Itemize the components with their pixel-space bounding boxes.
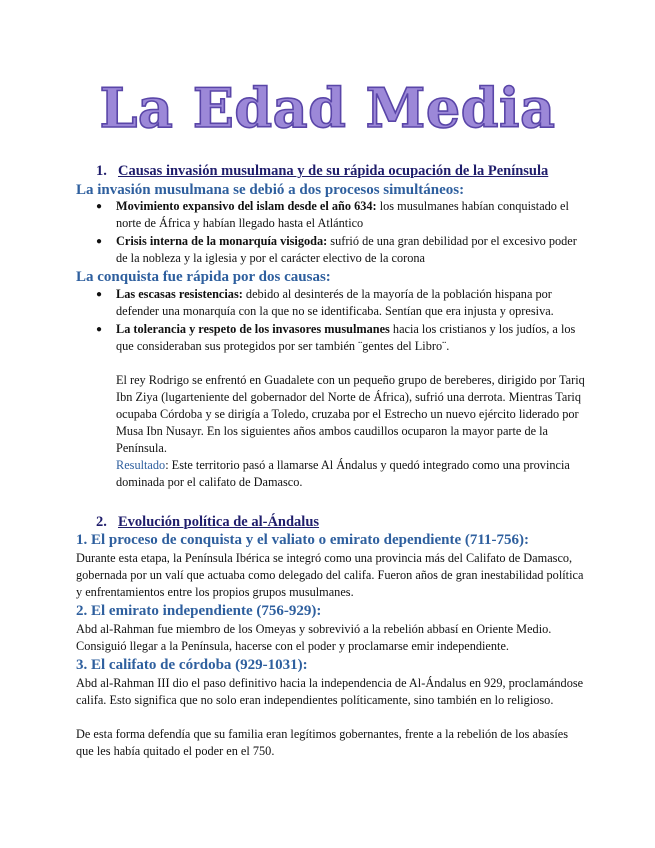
result-label: Resultado: [116, 458, 166, 472]
bullet-text: hacia los cristianos y los judíos, a los que consideraban sus protegidos por ser también ¨gentes del Libro¨.: [116, 322, 576, 353]
part-2-text: Abd al-Rahman fue miembro de los Omeyas y sobrevivió a la rebelión abbasí en Oriente Medio. Consiguió llegar a la Península, hacerse con el poder y proclamarse emir independiente.: [76, 622, 552, 653]
part-3-text-2: De esta forma defendía que su familia eran legítimos gobernantes, frente a la rebelión de los abasíes que les había quitado el poder en el 750.: [76, 727, 569, 758]
part-3-text: Abd al-Rahman III dio el paso definitivo hacia la independencia de Al-Ándalus en 929, proclamándose califa. Esto significa que no solo eran independientes políticamente, sino también en lo religioso.: [76, 676, 584, 707]
bullet-item: [116, 198, 586, 232]
section-1-heading: [96, 162, 548, 180]
bullet-dot: ●: [96, 201, 103, 212]
part-1-text: Durante esta etapa, la Península Ibérica se integró como una provincia más del Califato de Damasco, gobernada por un valí que actuaba como delegado del califa. Fueron años de gran inestabilidad política y enfrentamientos entre los propios grupos musulmanes.: [76, 551, 584, 599]
part-2-title: 2. El emirato independiente (756-929):: [76, 603, 322, 619]
bullet-bold: La tolerancia y respeto de los invasores musulmanes: [116, 322, 390, 336]
section-1-number: 1.: [96, 163, 107, 179]
bullet-dot: ●: [96, 324, 103, 335]
bullet-text: sufrió de una gran debilidad por el excesivo poder de la nobleza y la iglesia y por el carácter electivo de la corona: [116, 234, 577, 265]
section-2-title: Evolución política de al-Ándalus: [118, 514, 320, 530]
bullet-item: [116, 321, 586, 355]
bullet-item: [116, 286, 586, 320]
result-text: : Este territorio pasó a llamarse Al Ándalus y quedó integrado como una provincia dominada por el califato de Damasco.: [116, 458, 570, 489]
section-2-heading: [96, 513, 319, 531]
bullet-item: [116, 233, 586, 267]
narrative-paragraph: El rey Rodrigo se enfrentó en Guadalete con un pequeño grupo de bereberes, dirigido por Tariq Ibn Ziya (lugarteniente del gobernador del Norte de África), sufrió una derrota. Mientras Tariq ocupaba Córdoba y se dirigía a Toledo, cruzaba por el Estrecho un nuevo ejército liderado por Musa Ibn Nusayr. En los siguientes años ambos caudillos ocuparon la mayor parte de la Península.: [116, 373, 585, 455]
result-paragraph: [116, 457, 586, 491]
page-title: La Edad Media: [99, 76, 556, 140]
bullet-bold: Las escasas resistencias:: [116, 287, 243, 301]
section-1-title: Causas invasión musulmana y de su rápida ocupación de la Península: [118, 163, 549, 179]
part-3-title: 3. El califato de córdoba (929-1031):: [76, 657, 308, 673]
subheading-invasion: La invasión musulmana se debió a dos procesos simultáneos:: [76, 182, 465, 198]
bullet-dot: ●: [96, 236, 103, 247]
bullet-text: los musulmanes habían conquistado el norte de África y habían llegado hasta el Atlántico: [116, 199, 569, 230]
bullet-text: debido al desinterés de la mayoría de la población hispana por defender una monarquía con la que no se identificaba. Sentían que era injusta y opresiva.: [116, 287, 554, 318]
subheading-conquista: La conquista fue rápida por dos causas:: [76, 269, 331, 285]
section-2-number: 2.: [96, 514, 107, 530]
bullet-bold: Crisis interna de la monarquía visigoda:: [116, 234, 328, 248]
bullet-bold: Movimiento expansivo del islam desde el año 634:: [116, 199, 377, 213]
bullet-dot: ●: [96, 289, 103, 300]
part-1-title: 1. El proceso de conquista y el valiato o emirato dependiente (711-756):: [76, 532, 530, 548]
